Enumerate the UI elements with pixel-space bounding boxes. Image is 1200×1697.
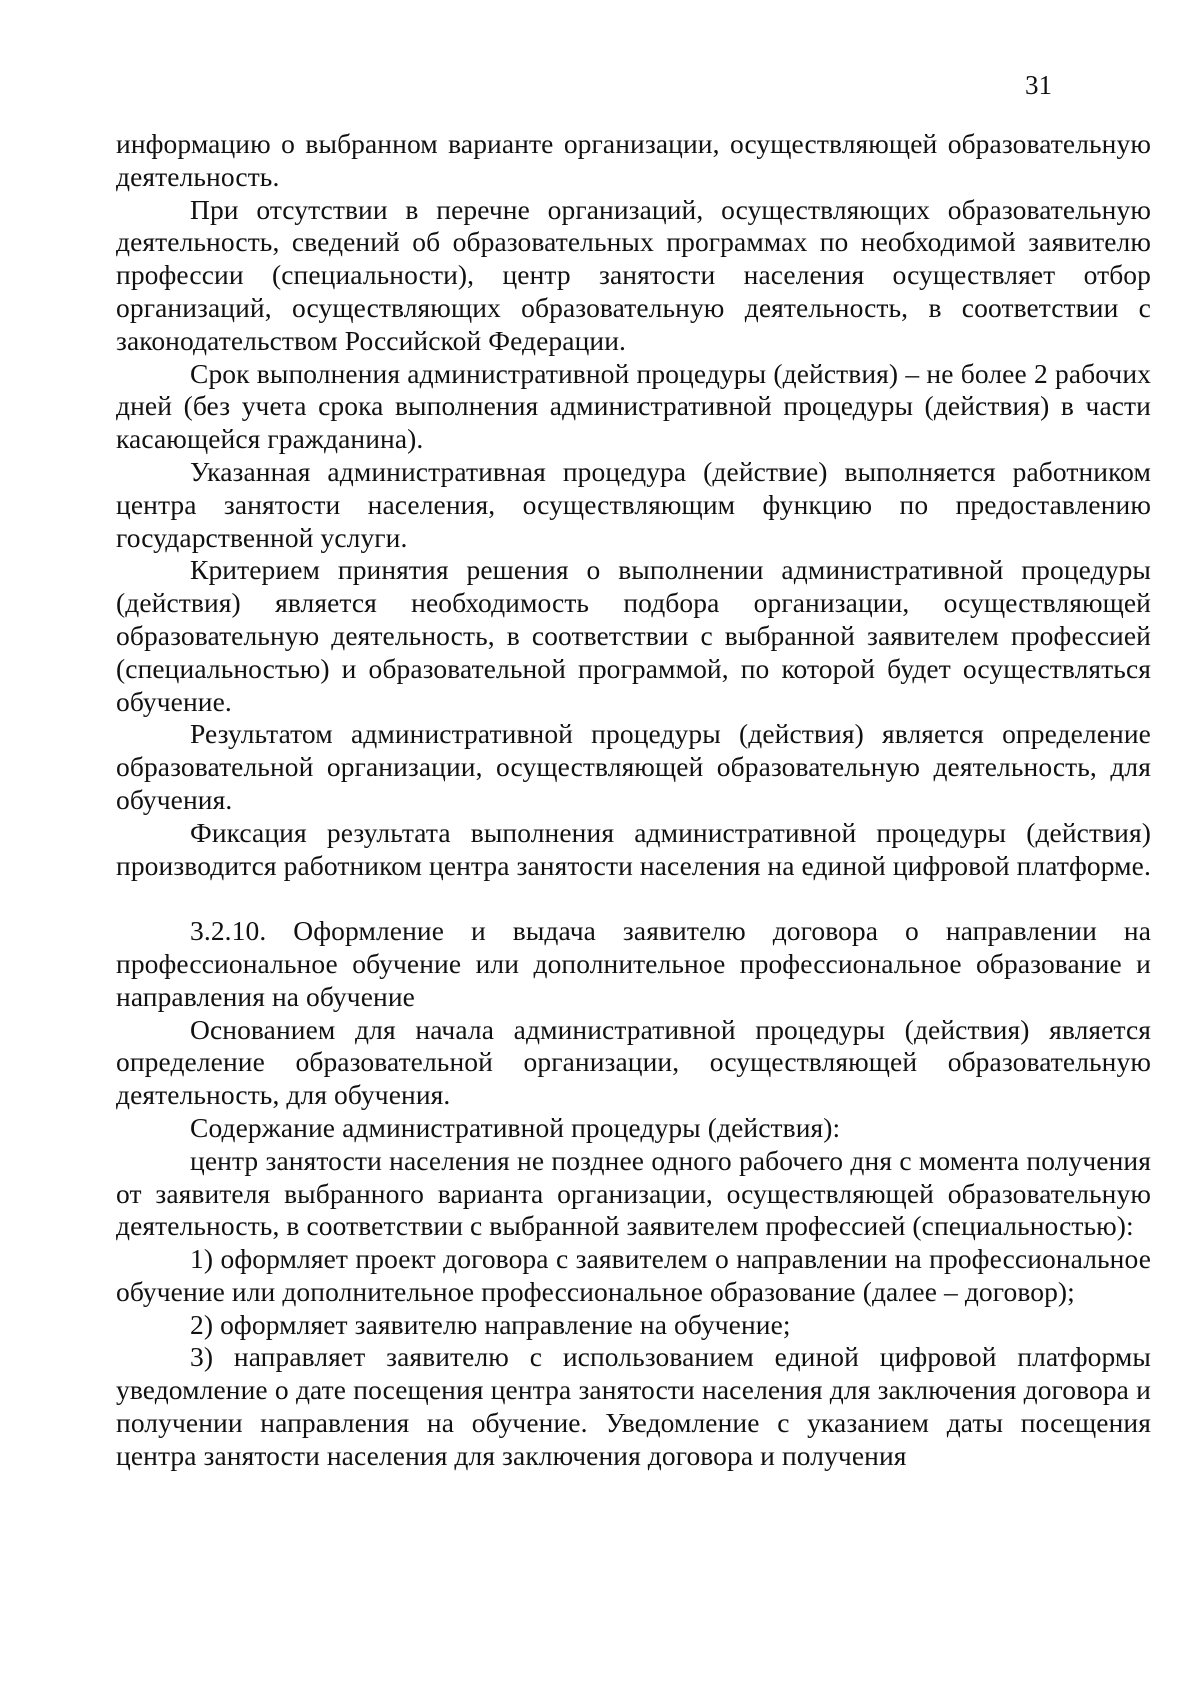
paragraph-center-actions: центр занятости населения не позднее одного рабочего дня с момента получения от заявителя выбранного варианта организации, осуществляющей образовательную деятельность, в соответствии с выбранной заявителем профессией (специальностью): <box>116 1144 1151 1242</box>
page-number: 31 <box>1025 70 1052 100</box>
paragraph-absence-of-programs: При отсутствии в перечне организаций, осуществляющих образовательную деятельность, сведений об образовательных программах по необходимой заявителю профессии (специальности), центр занятости населения осуществляет отбор организаций, осуществляющих образовательную деятельность, в соответствии с законодательством Российской Федерации. <box>116 193 1151 356</box>
paragraph-result: Результатом административной процедуры (действия) является определение образовательной организации, осуществляющей образовательную деятельность, для обучения. <box>116 718 1151 815</box>
list-item-2: 2) оформляет заявителю направление на обучение; <box>190 1308 791 1340</box>
section-spacer <box>116 882 1151 915</box>
paragraph-deadline: Срок выполнения административной процедуры (действия) – не более 2 рабочих дней (без учета срока выполнения административной процедуры (действия) в части касающейся гражданина). <box>116 357 1151 455</box>
document-body <box>116 128 1151 1473</box>
paragraph-grounds: Основанием для начала административной процедуры (действия) является определение образовательной организации, осуществляющей образовательную деятельность, для обучения. <box>116 1013 1151 1111</box>
list-item-1: 1) оформляет проект договора с заявителем о направлении на профессиональное обучение или дополнительное профессиональное образование (далее – договор); <box>116 1243 1151 1307</box>
paragraph-content-intro: Содержание административной процедуры (действия): <box>190 1111 841 1143</box>
paragraph-continuation: информацию о выбранном варианте организации, осуществляющей образовательную деятельность. <box>116 128 1151 192</box>
paragraph-decision-criterion: Критерием принятия решения о выполнении административной процедуры (действия) является необходимость подбора организации, осуществляющей образовательную деятельность, в соответствии с выбранной заявителем профессией (специальностью) и образовательной программой, по которой будет осуществляться обучение. <box>116 554 1151 717</box>
paragraph-result-fixation: Фиксация результата выполнения административной процедуры (действия) производится работником центра занятости населения на единой цифровой платформе. <box>116 816 1151 881</box>
paragraph-performer: Указанная административная процедура (действие) выполняется работником центра занятости населения, осуществляющим функцию по предоставлению государственной услуги. <box>116 455 1151 553</box>
list-item-3: 3) направляет заявителю с использованием единой цифровой платформы уведомление о дате посещения центра занятости населения для заключения договора и получении направления на обучение. Уведомление с указанием даты посещения центра занятости населения для заключения договора и получения <box>116 1341 1151 1471</box>
section-heading-3-2-10: 3.2.10. Оформление и выдача заявителю договора о направлении на профессиональное обучение или дополнительное профессиональное образование и направления на обучение <box>116 915 1151 1012</box>
